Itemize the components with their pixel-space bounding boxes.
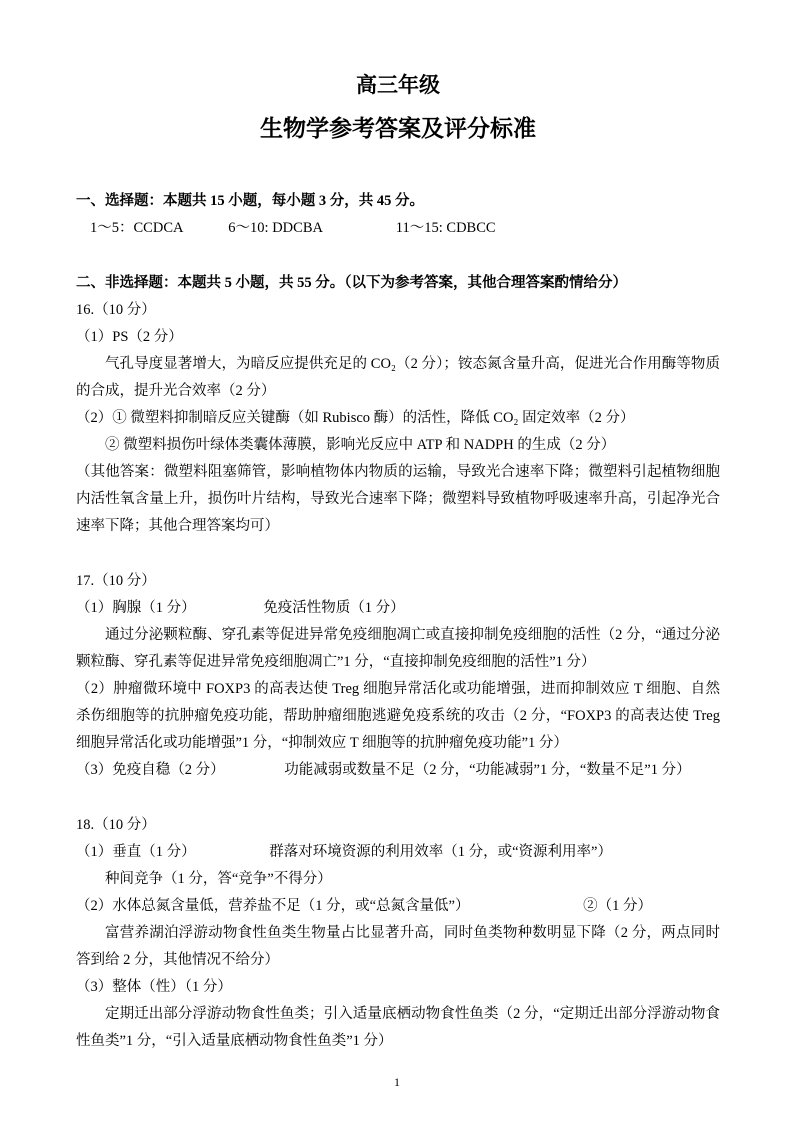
q17-answer-1b: 免疫活性物质（1 分） [263,600,405,616]
q18-answer-2a: （2）水体总氮含量低，营养盐不足（1 分，或“总氮含量低”） [76,898,470,914]
choice-section-heading: 一、选择题：本题共 15 小题，每小题 3 分，共 45 分。 [76,193,424,209]
q16-answer-2-1: （2）① 微塑料抑制暗反应关键酶（如 Rubisco 酶）的活性，降低 CO₂ 固定效率（2 分） [76,410,635,426]
q18-answer-2-line [76,893,720,920]
question-17-block [76,568,720,784]
q16-answer-1-explain: 气孔导度显著增大，为暗反应提供充足的 CO₂（2 分）；铵态氮含量升高，促进光合作用酶等物质的合成，提升光合效率（2 分） [76,356,720,399]
page-number: 1 [394,1075,400,1089]
choice-answers-line [76,215,720,242]
choice-answers-1-5: 1～5：CCDCA [90,220,183,236]
q17-answer-1-line [76,595,720,622]
q18-answer-1a: （1）垂直（1 分） [76,844,196,860]
q18-answer-1b: 群落对环境资源的利用效率（1 分，或“资源利用率”） [269,844,612,860]
choice-answers-11-15: 11～15: CDBCC [395,220,496,236]
q18-number: 18.（10 分） [76,817,156,833]
q16-number: 16.（10 分） [76,302,156,318]
q17-number: 17.（10 分） [76,573,156,589]
q16-answer-1: （1）PS（2 分） [76,329,183,345]
grade-title: 高三年级 [356,73,440,97]
choice-answers-6-10: 6～10: DDCBA [228,220,323,236]
q18-answer-3-explain: 定期迁出部分浮游动物食性鱼类；引入适量底栖动物食性鱼类（2 分，“定期迁出部分浮游动物食性鱼类”1 分，“引入适量底栖动物食性鱼类”1 分） [76,1006,720,1049]
q17-answer-3b: 功能减弱或数量不足（2 分，“功能减弱”1 分，“数量不足”1 分） [284,762,691,778]
q18-answer-1-extra: 种间竞争（1 分，答“竞争”不得分） [105,871,332,887]
q18-answer-2b: ②（1 分） [583,898,652,914]
q18-answer-3: （3）整体（性）（1 分） [76,979,232,995]
q17-answer-1a: （1）胸腺（1 分） [76,600,196,616]
q18-answer-1-line [76,839,720,866]
question-16-block [76,297,720,540]
q17-answer-3-line [76,757,720,784]
question-18-block [76,812,720,1055]
page-title: 生物学参考答案及评分标准 [260,116,536,141]
q16-alternative-answers: （其他答案：微塑料阻塞筛管，影响植物体内物质的运输，导致光合速率下降；微塑料引起植物细胞内活性氧含量上升，损伤叶片结构，导致光合速率下降；微塑料导致植物呼吸速率升高，引起净光合速率下降；其他合理答案均可） [76,464,720,534]
q17-answer-1-explain: 通过分泌颗粒酶、穿孔素等促进异常免疫细胞凋亡或直接抑制免疫细胞的活性（2 分，“通过分泌颗粒酶、穿孔素等促进异常免疫细胞凋亡”1 分，“直接抑制免疫细胞的活性”1 分） [76,627,720,670]
q16-answer-2-2: ② 微塑料损伤叶绿体类囊体薄膜，影响光反应中 ATP 和 NADPH 的生成（2 分） [105,437,616,453]
q17-answer-3a: （3）免疫自稳（2 分） [76,762,225,778]
q18-answer-2-explain: 富营养湖泊浮游动物食性鱼类生物量占比显著升高，同时鱼类物种数明显下降（2 分，两点同时答到给 2 分，其他情况不给分） [76,925,720,968]
q17-answer-2: （2）肿瘤微环境中 FOXP3 的高表达使 Treg 细胞异常活化或功能增强，进而抑制效应 T 细胞、自然杀伤细胞等的抗肿瘤免疫功能，帮助肿瘤细胞逃避免疫系统的攻击（2 分，“FOXP3 的高表达使 Treg 细胞异常活化或功能增强”1 分，“抑制效应 T 细胞等的抗肿瘤免疫功能”1 分） [76,681,720,751]
free-response-section-heading: 二、非选择题：本题共 5 小题，共 55 分。（以下为参考答案，其他合理答案酌情给分） [76,275,627,291]
